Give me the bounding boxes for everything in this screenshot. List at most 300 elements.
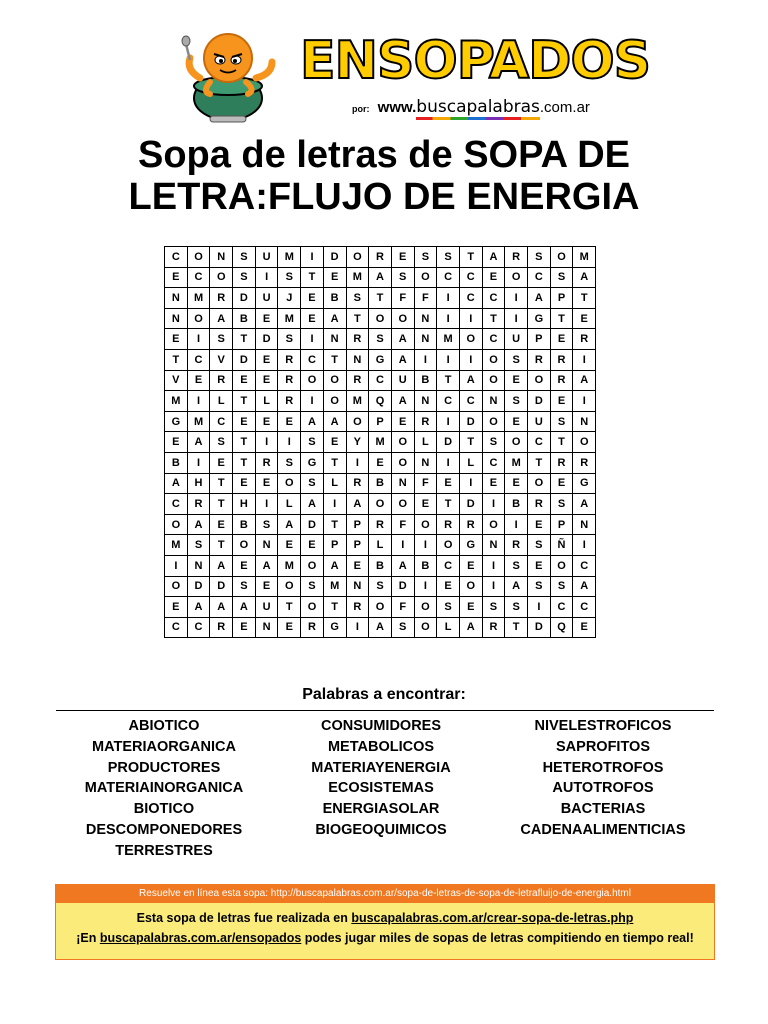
grid-cell: I xyxy=(346,617,369,638)
grid-cell: T xyxy=(210,473,233,494)
grid-cell: D xyxy=(459,411,482,432)
grid-cell: S xyxy=(550,576,573,597)
grid-cell: T xyxy=(233,391,256,412)
grid-cell: E xyxy=(528,555,551,576)
grid-cell: G xyxy=(323,617,346,638)
grid-cell: A xyxy=(210,308,233,329)
grid-cell: S xyxy=(505,555,528,576)
byline-domain[interactable]: buscapalabras xyxy=(416,97,540,117)
grid-cell: T xyxy=(437,494,460,515)
grid-cell: Y xyxy=(346,432,369,453)
grid-cell: P xyxy=(346,535,369,556)
grid-cell: O xyxy=(369,308,392,329)
grid-row xyxy=(165,432,596,453)
grid-cell: T xyxy=(550,432,573,453)
grid-cell: N xyxy=(573,411,596,432)
grid-cell: E xyxy=(550,473,573,494)
grid-cell: A xyxy=(323,411,346,432)
grid-cell: I xyxy=(573,535,596,556)
word-item: DESCOMPONEDORES xyxy=(85,821,243,838)
grid-cell: O xyxy=(505,432,528,453)
word-item: MATERIAYENERGIA xyxy=(311,759,451,776)
grid-cell: I xyxy=(187,329,210,350)
grid-cell: O xyxy=(437,535,460,556)
grid-cell: E xyxy=(323,267,346,288)
grid-cell: I xyxy=(255,494,278,515)
grid-cell: E xyxy=(233,411,256,432)
byline-tld: .com.ar xyxy=(539,99,590,116)
grid-cell: I xyxy=(459,349,482,370)
grid-cell: R xyxy=(346,329,369,350)
grid-cell: R xyxy=(346,370,369,391)
grid-cell: I xyxy=(414,576,437,597)
grid-cell: R xyxy=(369,514,392,535)
grid-cell: T xyxy=(165,349,188,370)
grid-cell: M xyxy=(505,452,528,473)
grid-cell: I xyxy=(459,473,482,494)
grid-cell: A xyxy=(505,576,528,597)
grid-cell: T xyxy=(323,452,346,473)
grid-cell: U xyxy=(528,411,551,432)
grid-cell: T xyxy=(210,494,233,515)
grid-cell: O xyxy=(165,576,188,597)
grid-cell: C xyxy=(187,267,210,288)
grid-cell: I xyxy=(187,452,210,473)
grid-row xyxy=(165,576,596,597)
grid-cell: A xyxy=(573,370,596,391)
grid-cell: I xyxy=(165,555,188,576)
grid-cell: S xyxy=(505,391,528,412)
byline-por: por: xyxy=(352,104,370,114)
grid-cell: T xyxy=(323,514,346,535)
grid-cell: E xyxy=(301,535,324,556)
grid-cell: E xyxy=(301,308,324,329)
grid-cell: S xyxy=(210,432,233,453)
grid-cell: S xyxy=(528,576,551,597)
grid-cell: M xyxy=(187,411,210,432)
grid-cell: I xyxy=(482,576,505,597)
grid-cell: D xyxy=(528,391,551,412)
grid-cell: R xyxy=(278,391,301,412)
grid-cell: S xyxy=(437,597,460,618)
grid-cell: B xyxy=(165,452,188,473)
words-heading: Palabras a encontrar: xyxy=(302,686,466,703)
grid-row xyxy=(165,370,596,391)
grid-cell: N xyxy=(187,555,210,576)
grid-cell: F xyxy=(391,288,414,309)
grid-row xyxy=(165,411,596,432)
grid-cell: E xyxy=(437,576,460,597)
grid-cell: C xyxy=(301,349,324,370)
grid-cell: T xyxy=(459,247,482,268)
grid-cell: O xyxy=(278,576,301,597)
grid-cell: F xyxy=(391,514,414,535)
grid-cell: J xyxy=(278,288,301,309)
grid-cell: T xyxy=(369,288,392,309)
word-item: NIVELESTROFICOS xyxy=(534,718,672,734)
grid-cell: R xyxy=(346,597,369,618)
grid-cell: Ñ xyxy=(550,535,573,556)
grid-row xyxy=(165,308,596,329)
grid-cell: I xyxy=(437,349,460,370)
grid-cell: T xyxy=(323,349,346,370)
grid-row xyxy=(165,535,596,556)
grid-cell: S xyxy=(255,514,278,535)
grid-cell: E xyxy=(482,473,505,494)
grid-cell: S xyxy=(482,432,505,453)
grid-cell: A xyxy=(323,555,346,576)
grid-cell: D xyxy=(255,329,278,350)
grid-cell: L xyxy=(210,391,233,412)
grid-cell: N xyxy=(482,391,505,412)
grid-cell: M xyxy=(165,535,188,556)
grid-cell: E xyxy=(482,267,505,288)
grid-cell: S xyxy=(505,597,528,618)
grid-cell: A xyxy=(369,617,392,638)
grid-cell: O xyxy=(346,247,369,268)
grid-cell: A xyxy=(255,555,278,576)
grid-cell: M xyxy=(346,267,369,288)
word-column-3 xyxy=(493,716,713,841)
grid-cell: C xyxy=(187,617,210,638)
grid-cell: S xyxy=(187,535,210,556)
grid-cell: O xyxy=(482,411,505,432)
grid-cell: B xyxy=(505,494,528,515)
grid-cell: D xyxy=(233,288,256,309)
grid-cell: C xyxy=(210,411,233,432)
grid-cell: R xyxy=(414,411,437,432)
grid-cell: A xyxy=(301,494,324,515)
grid-cell: C xyxy=(459,267,482,288)
grid-cell: A xyxy=(278,514,301,535)
grid-cell: D xyxy=(437,432,460,453)
grid-cell: A xyxy=(187,597,210,618)
grid-cell: R xyxy=(187,494,210,515)
grid-cell: A xyxy=(301,411,324,432)
grid-cell: O xyxy=(482,370,505,391)
grid-cell: O xyxy=(301,555,324,576)
word-item: ECOSISTEMAS xyxy=(328,780,434,797)
grid-cell: S xyxy=(278,452,301,473)
grid-cell: S xyxy=(301,432,324,453)
footer-box xyxy=(55,884,715,960)
create-puzzle-link[interactable]: buscapalabras.com.ar/crear-sopa-de-letras.php xyxy=(351,911,634,925)
grid-cell: E xyxy=(278,411,301,432)
footer-line-1 xyxy=(56,911,714,925)
grid-cell: A xyxy=(210,555,233,576)
grid-cell: S xyxy=(391,267,414,288)
grid-cell: C xyxy=(165,617,188,638)
brand-logo xyxy=(300,30,651,95)
grid-cell: C xyxy=(482,288,505,309)
grid-cell: P xyxy=(550,514,573,535)
grid-cell: T xyxy=(301,267,324,288)
footer-line-1-text: Esta sopa de letras fue realizada en xyxy=(136,911,352,925)
grid-cell: E xyxy=(346,555,369,576)
grid-cell: S xyxy=(528,535,551,556)
grid-cell: S xyxy=(233,576,256,597)
grid-row xyxy=(165,349,596,370)
grid-cell: O xyxy=(323,370,346,391)
grid-cell: E xyxy=(573,308,596,329)
grid-cell: M xyxy=(323,576,346,597)
grid-cell: I xyxy=(482,494,505,515)
grid-cell: R xyxy=(346,473,369,494)
grid-cell: A xyxy=(459,617,482,638)
grid-cell: R xyxy=(528,494,551,515)
footer-line-2-prefix: ¡En xyxy=(76,931,100,945)
grid-cell: I xyxy=(301,391,324,412)
grid-cell: I xyxy=(323,494,346,515)
grid-cell: N xyxy=(165,288,188,309)
solve-online-link[interactable]: Resuelve en línea esta sopa: http://buscapalabras.com.ar/sopa-de-letras-de-sopa-de-letrafluijo-de-energia.html xyxy=(56,885,714,903)
grid-cell: N xyxy=(346,576,369,597)
grid-cell: O xyxy=(414,617,437,638)
grid-cell: I xyxy=(255,432,278,453)
grid-cell: N xyxy=(165,308,188,329)
grid-cell: O xyxy=(482,349,505,370)
word-column-2 xyxy=(271,716,491,841)
grid-cell: E xyxy=(233,555,256,576)
grid-cell: S xyxy=(369,329,392,350)
grid-cell: E xyxy=(255,308,278,329)
grid-cell: I xyxy=(573,349,596,370)
grid-cell: B xyxy=(323,288,346,309)
grid-cell: O xyxy=(210,267,233,288)
grid-cell: B xyxy=(369,555,392,576)
grid-cell: E xyxy=(255,473,278,494)
grid-cell: A xyxy=(573,494,596,515)
grid-cell: L xyxy=(278,494,301,515)
grid-cell: O xyxy=(187,247,210,268)
grid-cell: O xyxy=(346,411,369,432)
grid-cell: O xyxy=(414,514,437,535)
grid-cell: E xyxy=(437,473,460,494)
grid-cell: A xyxy=(165,473,188,494)
word-item: BIOTICO xyxy=(133,801,195,818)
grid-cell: U xyxy=(255,247,278,268)
grid-cell: I xyxy=(505,308,528,329)
grid-cell: D xyxy=(233,349,256,370)
grid-cell: T xyxy=(323,597,346,618)
grid-cell: L xyxy=(369,535,392,556)
grid-cell: N xyxy=(414,391,437,412)
grid-cell: A xyxy=(391,391,414,412)
octopus-mascot-icon xyxy=(180,30,280,125)
grid-row xyxy=(165,329,596,350)
grid-cell: E xyxy=(278,617,301,638)
grid-row xyxy=(165,267,596,288)
byline-www: www. xyxy=(377,99,417,116)
grid-cell: E xyxy=(233,370,256,391)
grid-cell: G xyxy=(459,535,482,556)
grid-cell: M xyxy=(437,329,460,350)
grid-cell: A xyxy=(391,349,414,370)
grid-cell: O xyxy=(550,555,573,576)
grid-cell: R xyxy=(437,514,460,535)
word-item: ENERGIASOLAR xyxy=(322,801,440,818)
grid-cell: N xyxy=(323,329,346,350)
word-item: ABIOTICO xyxy=(128,718,200,734)
grid-cell: R xyxy=(550,370,573,391)
grid-cell: R xyxy=(528,349,551,370)
word-item: SAPROFITOS xyxy=(556,738,650,755)
grid-cell: R xyxy=(278,370,301,391)
grid-cell: M xyxy=(165,391,188,412)
grid-cell: I xyxy=(459,308,482,329)
grid-cell: V xyxy=(210,349,233,370)
grid-cell: I xyxy=(301,247,324,268)
grid-cell: G xyxy=(165,411,188,432)
grid-cell: T xyxy=(505,617,528,638)
grid-row xyxy=(165,555,596,576)
grid-cell: T xyxy=(437,370,460,391)
grid-cell: L xyxy=(437,617,460,638)
grid-row xyxy=(165,494,596,515)
word-item: HETEROTROFOS xyxy=(542,759,664,776)
grid-cell: I xyxy=(391,535,414,556)
grid-cell: E xyxy=(550,391,573,412)
grid-cell: I xyxy=(505,288,528,309)
grid-cell: I xyxy=(505,514,528,535)
grid-cell: O xyxy=(528,370,551,391)
grid-cell: N xyxy=(573,514,596,535)
grid-cell: O xyxy=(550,247,573,268)
grid-cell: G xyxy=(528,308,551,329)
grid-cell: E xyxy=(550,329,573,350)
grid-cell: C xyxy=(573,597,596,618)
grid-cell: H xyxy=(233,494,256,515)
grid-cell: C xyxy=(482,329,505,350)
grid-cell: A xyxy=(528,288,551,309)
grid-cell: S xyxy=(301,576,324,597)
word-item: CADENAALIMENTICIAS xyxy=(520,821,686,838)
grid-cell: E xyxy=(369,452,392,473)
grid-cell: T xyxy=(278,597,301,618)
grid-cell: E xyxy=(414,494,437,515)
grid-cell: S xyxy=(482,597,505,618)
grid-cell: I xyxy=(437,452,460,473)
grid-cell: R xyxy=(550,349,573,370)
grid-cell: R xyxy=(505,535,528,556)
grid-cell: E xyxy=(459,597,482,618)
grid-cell: C xyxy=(482,452,505,473)
ensopados-link[interactable]: buscapalabras.com.ar/ensopados xyxy=(99,931,302,945)
grid-cell: I xyxy=(482,555,505,576)
grid-cell: R xyxy=(573,452,596,473)
footer-line-2 xyxy=(56,931,714,945)
grid-cell: O xyxy=(301,370,324,391)
word-item: MATERIAORGANICA xyxy=(92,738,236,755)
grid-cell: C xyxy=(459,391,482,412)
grid-cell: R xyxy=(573,329,596,350)
grid-cell: E xyxy=(391,411,414,432)
grid-cell: B xyxy=(233,514,256,535)
word-item: AUTOTROFOS xyxy=(552,780,654,797)
grid-cell: L xyxy=(323,473,346,494)
grid-cell: N xyxy=(346,349,369,370)
grid-cell: E xyxy=(505,473,528,494)
grid-cell: E xyxy=(323,432,346,453)
grid-cell: R xyxy=(505,247,528,268)
grid-cell: E xyxy=(165,329,188,350)
grid-cell: S xyxy=(391,617,414,638)
grid-cell: I xyxy=(437,411,460,432)
grid-cell: O xyxy=(187,308,210,329)
footer-line-2-suffix: podes jugar miles de sopas de letras compitiendo en tiempo real! xyxy=(301,931,694,945)
grid-cell: C xyxy=(528,432,551,453)
grid-cell: F xyxy=(414,288,437,309)
grid-cell: O xyxy=(459,576,482,597)
grid-cell: R xyxy=(369,247,392,268)
grid-cell: B xyxy=(369,473,392,494)
grid-cell: E xyxy=(210,452,233,473)
grid-cell: E xyxy=(165,432,188,453)
word-item: METABOLICOS xyxy=(327,738,435,755)
grid-cell: D xyxy=(323,247,346,268)
grid-cell: N xyxy=(414,308,437,329)
grid-cell: E xyxy=(255,411,278,432)
grid-cell: B xyxy=(414,370,437,391)
grid-cell: H xyxy=(187,473,210,494)
grid-cell: T xyxy=(459,432,482,453)
grid-cell: A xyxy=(346,494,369,515)
grid-cell: S xyxy=(233,247,256,268)
grid-cell: M xyxy=(187,288,210,309)
grid-row xyxy=(165,288,596,309)
word-column-1 xyxy=(54,716,274,862)
grid-cell: C xyxy=(437,391,460,412)
grid-cell: I xyxy=(573,391,596,412)
grid-cell: C xyxy=(165,494,188,515)
grid-cell: C xyxy=(437,267,460,288)
grid-cell: E xyxy=(255,576,278,597)
word-item: BIOGEOQUIMICOS xyxy=(315,821,447,838)
word-item: PRODUCTORES xyxy=(107,759,221,776)
word-item: TERRESTRES xyxy=(115,842,213,859)
grid-cell: A xyxy=(482,247,505,268)
grid-cell: I xyxy=(278,432,301,453)
grid-row xyxy=(165,247,596,268)
grid-cell: N xyxy=(255,535,278,556)
grid-cell: O xyxy=(278,473,301,494)
grid-cell: B xyxy=(233,308,256,329)
grid-cell: I xyxy=(437,288,460,309)
grid-cell: C xyxy=(550,597,573,618)
grid-cell: S xyxy=(505,349,528,370)
grid-row xyxy=(165,514,596,535)
grid-cell: I xyxy=(528,597,551,618)
grid-cell: T xyxy=(346,308,369,329)
grid-cell: M xyxy=(278,308,301,329)
grid-cell: O xyxy=(391,308,414,329)
grid-cell: E xyxy=(165,597,188,618)
grid-cell: I xyxy=(346,452,369,473)
grid-cell: E xyxy=(505,370,528,391)
grid-cell: N xyxy=(210,247,233,268)
grid-cell: I xyxy=(187,391,210,412)
word-search-grid xyxy=(164,246,596,638)
grid-cell: I xyxy=(437,308,460,329)
grid-cell: L xyxy=(255,391,278,412)
grid-cell: E xyxy=(391,247,414,268)
grid-cell: S xyxy=(210,329,233,350)
grid-cell: P xyxy=(550,288,573,309)
grid-cell: R xyxy=(278,349,301,370)
word-item: MATERIAINORGANICA xyxy=(84,780,244,797)
word-item: BACTERIAS xyxy=(560,801,646,818)
grid-cell: O xyxy=(369,597,392,618)
